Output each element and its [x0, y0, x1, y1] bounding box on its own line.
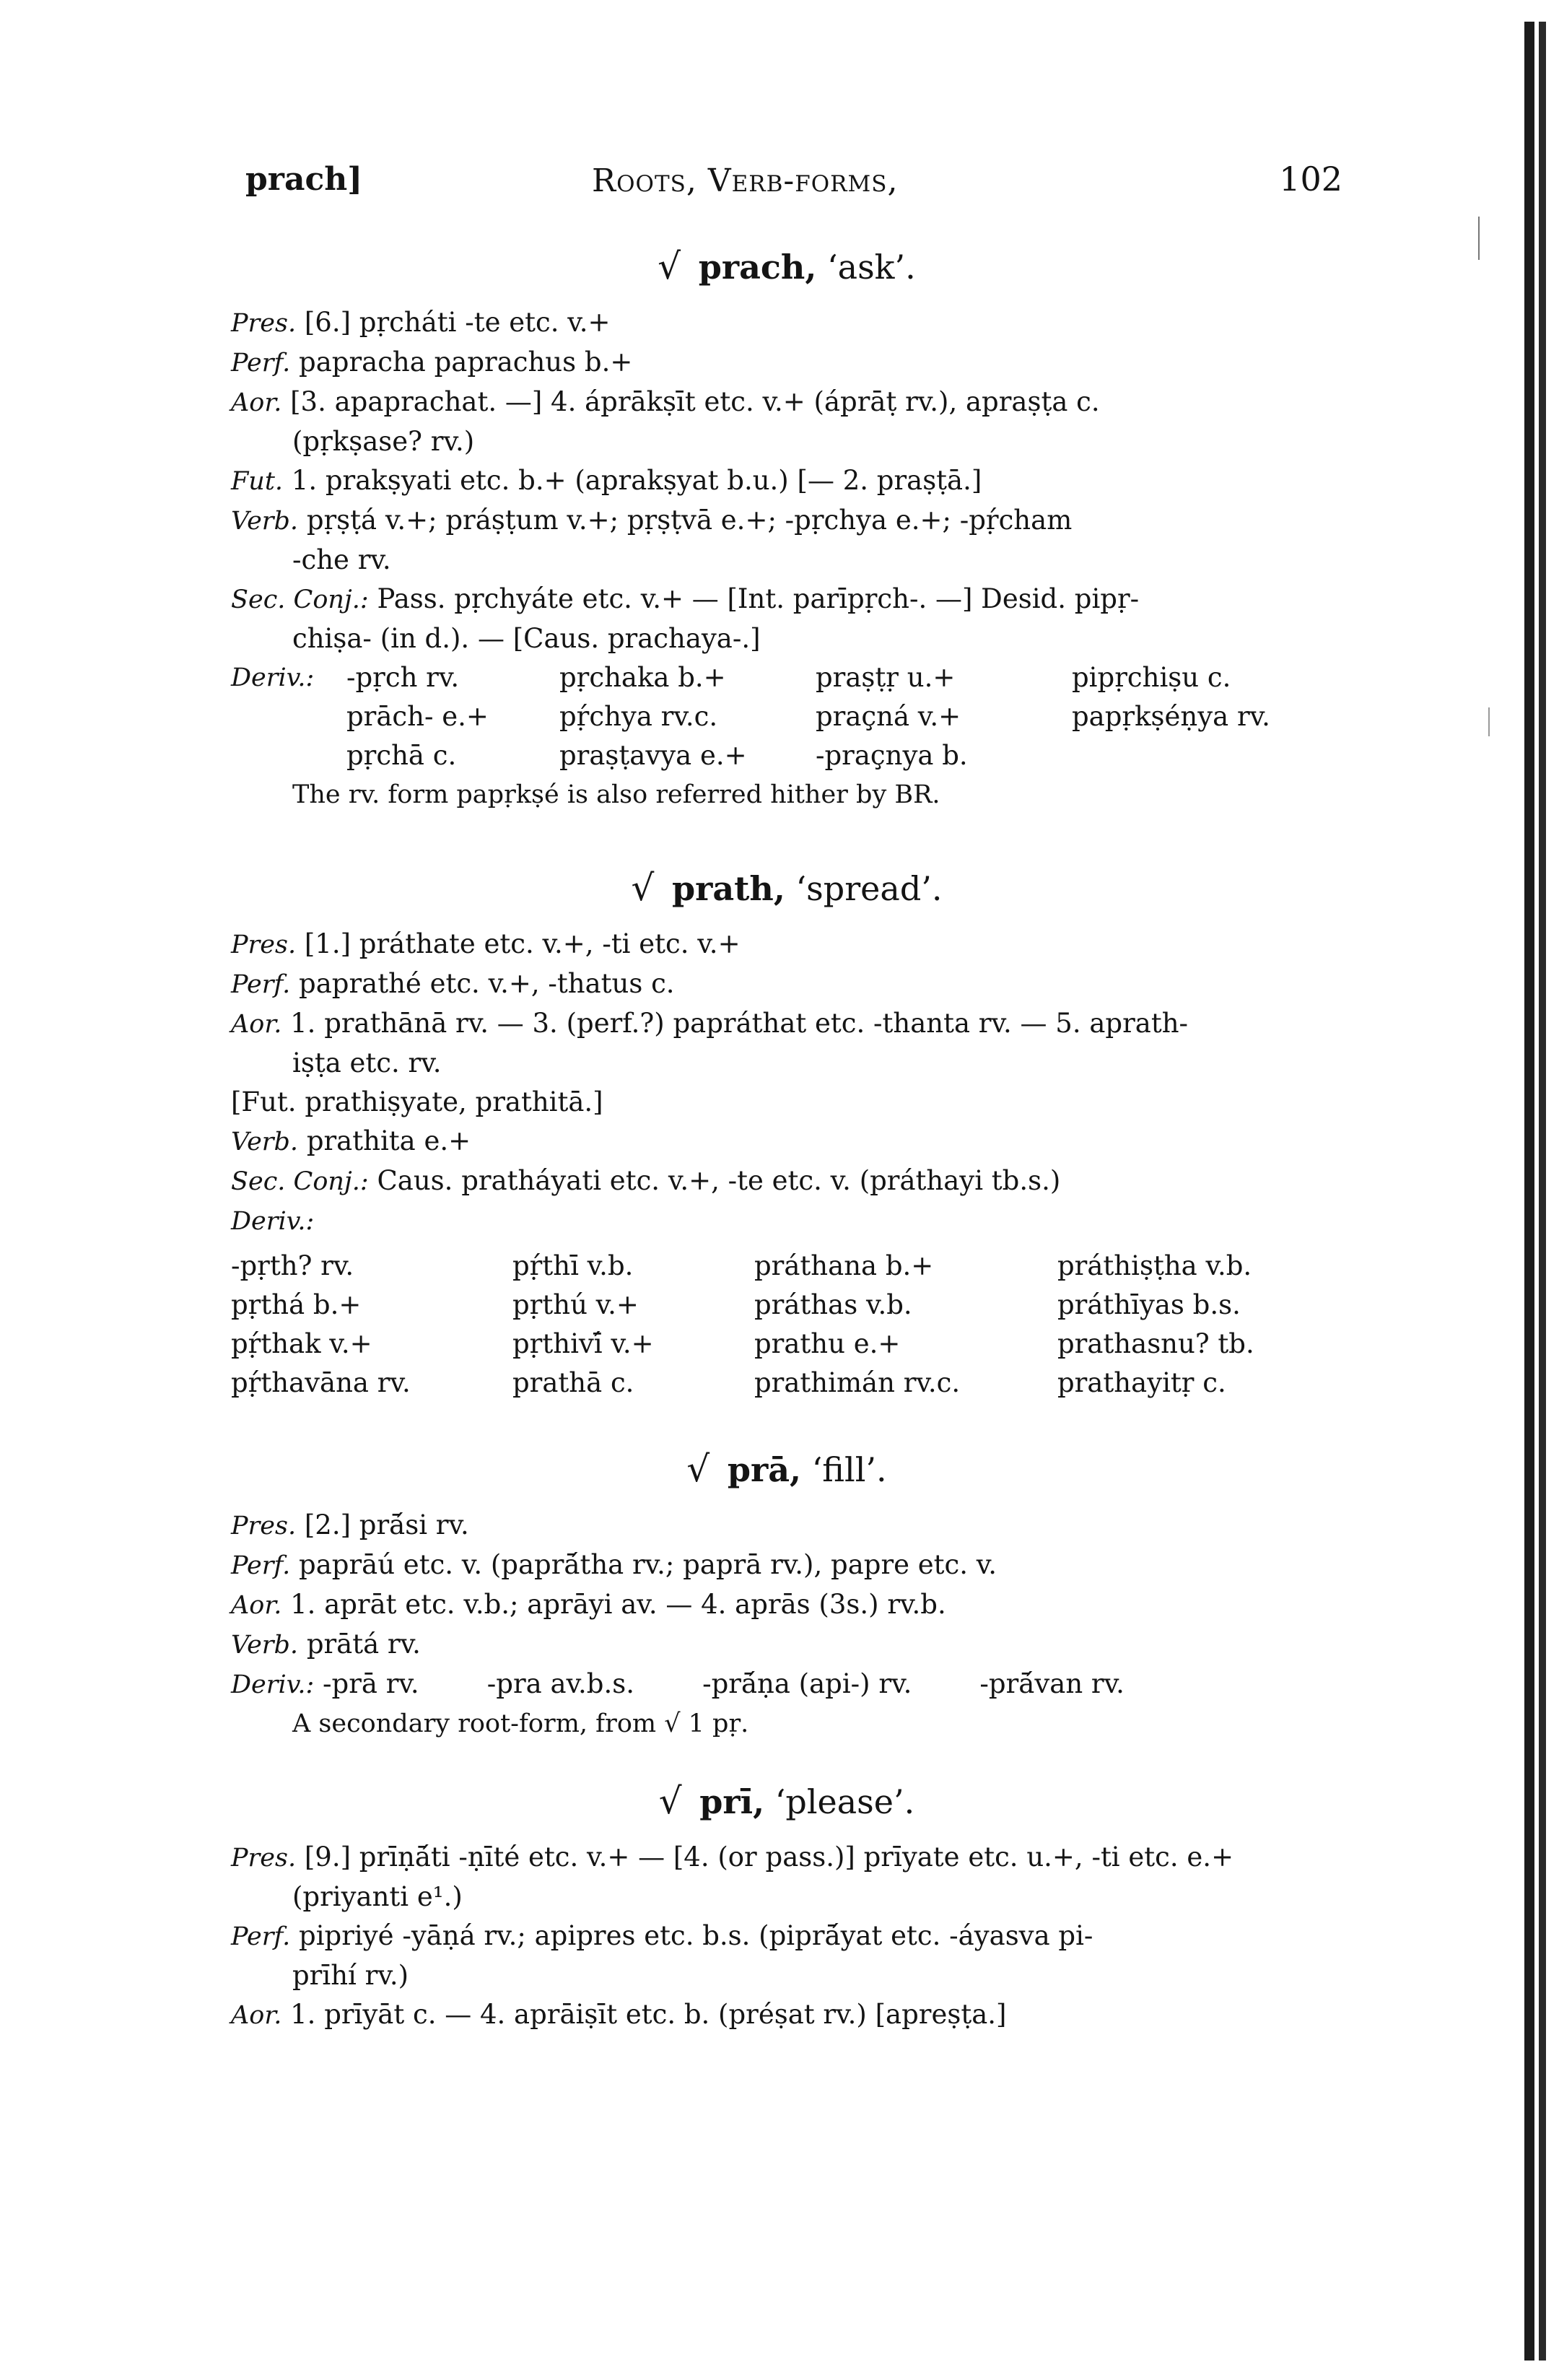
radical-sign: √ [658, 245, 681, 287]
deriv-item: práthana b.+ [754, 1250, 934, 1281]
entry-line [231, 1665, 1342, 1704]
deriv-item: prāch- e.+ [346, 701, 489, 732]
page [231, 155, 1342, 2035]
form-text: 1. prathānā rv. — 3. (perf.?) papráthat etc. -thanta rv. — 5. aprath- [290, 1008, 1189, 1039]
entry-line [231, 1506, 1342, 1546]
header-left: prach] [245, 161, 363, 198]
radical-sign: √ [658, 1780, 682, 1822]
form-label: Pres. [231, 1844, 297, 1873]
scan-edge-bar [1524, 22, 1534, 2361]
entry-line [231, 1161, 1342, 1201]
entry-pra [231, 1446, 1342, 1743]
entry-prath [231, 865, 1342, 1403]
entry-line [231, 964, 1342, 1004]
form-label: Aor. [231, 2001, 282, 2030]
root-heading [231, 1446, 1342, 1493]
form-text: -che rv. [292, 544, 391, 575]
form-label: Pres. [231, 1512, 297, 1540]
root-word: prā, [727, 1450, 802, 1489]
entry-line [231, 1878, 1342, 1917]
entry-line [231, 1838, 1342, 1878]
deriv-item: -pṛch rv. [346, 662, 460, 693]
form-text: [1.] práthate etc. v.+, -ti etc. v.+ [304, 928, 741, 959]
deriv-item: prathā c. [512, 1367, 634, 1398]
form-text: paprathé etc. v.+, -thatus c. [299, 968, 675, 999]
form-text: paprāú etc. v. (paprā́tha rv.; paprā rv.), papre etc. v. [299, 1549, 997, 1580]
scan-edge-bar-inner [1539, 22, 1546, 2361]
derivatives-table [231, 658, 1342, 775]
entry-line [231, 422, 1342, 461]
entry-line [231, 1004, 1342, 1044]
root-heading [231, 865, 1342, 912]
form-label: Sec. Conj.: [231, 1167, 369, 1196]
entry-line [231, 1625, 1342, 1665]
entry-line [231, 461, 1342, 501]
form-label: Aor. [231, 1591, 282, 1620]
root-gloss: ‘spread’. [795, 869, 943, 908]
scan-mark [1488, 707, 1490, 736]
deriv-item: práthiṣṭha v.b. [1057, 1250, 1252, 1281]
deriv-item: prathasnu? tb. [1057, 1328, 1254, 1359]
form-text: pṛṣṭá v.+; práṣṭum v.+; pṛṣṭvā e.+; -pṛchya e.+; -pṛ́cham [306, 505, 1073, 536]
form-text: Caus. pratháyati etc. v.+, -te etc. v. (práthayi tb.s.) [377, 1165, 1061, 1196]
root-gloss: ‘fill’. [811, 1450, 887, 1489]
deriv-item: prathayitṛ c. [1057, 1367, 1226, 1398]
root-word: prach, [698, 248, 817, 287]
root-word: prī, [699, 1782, 765, 1821]
form-text: Pass. pṛchyáte etc. v.+ — [Int. parīpṛch-. —] Desid. pipṛ- [377, 583, 1140, 614]
form-text: pipriyé -yāṇá rv.; apipres etc. b.s. (piprā́yat etc. -áyasva pi- [299, 1920, 1093, 1951]
entry-line [231, 541, 1342, 580]
deriv-item: pṛchaka b.+ [559, 662, 726, 693]
form-label: Pres. [231, 930, 297, 959]
deriv-item: pipṛchiṣu c. [1072, 662, 1231, 693]
header-title: Roots, Verb-forms, [592, 162, 899, 199]
form-text: [2.] prā́si rv. [304, 1509, 469, 1540]
entry-line [231, 1044, 1342, 1083]
entry-prach [231, 243, 1342, 814]
deriv-item: pṛthá b.+ [231, 1289, 362, 1320]
entry-line [231, 501, 1342, 541]
form-text: prīhí rv.) [292, 1960, 409, 1991]
root-heading [231, 243, 1342, 290]
root-gloss: ‘please’. [774, 1782, 915, 1821]
form-text: (pṛkṣase? rv.) [292, 426, 475, 457]
form-label: Sec. Conj.: [231, 585, 369, 614]
entry-line [231, 1122, 1342, 1161]
deriv-item: pṛ́thak v.+ [231, 1328, 372, 1359]
root-word: prath, [671, 869, 785, 908]
form-label: Perf. [231, 970, 291, 999]
deriv-item: prathu e.+ [754, 1328, 901, 1359]
entry-line [231, 303, 1342, 343]
deriv-item: papṛkṣéṇya rv. [1072, 701, 1270, 732]
entry-line [231, 619, 1342, 658]
deriv-item: práthīyas b.s. [1057, 1289, 1241, 1320]
form-text: -prā rv. -pra av.b.s. -prā́ṇa (api-) rv. -prā́van rv. [323, 1668, 1125, 1699]
running-head [231, 155, 1342, 206]
form-text: [Fut. prathiṣyate, prathitā.] [231, 1086, 603, 1117]
entry-note [231, 1704, 1342, 1743]
form-text: chiṣa- (in d.). — [Caus. prachaya-.] [292, 623, 761, 654]
form-label: Perf. [231, 1922, 291, 1951]
derivatives-table [231, 1247, 1342, 1403]
entry-pri [231, 1778, 1342, 2035]
entry-line [231, 1956, 1342, 1995]
form-label: Aor. [231, 1010, 282, 1039]
form-label: Perf. [231, 349, 291, 378]
deriv-label: Deriv.: [231, 1207, 315, 1236]
page-number: 102 [1279, 160, 1342, 199]
deriv-item: praṣṭṛ u.+ [816, 662, 956, 693]
scan-border [1472, 0, 1559, 2380]
entry-line [231, 343, 1342, 383]
form-text: papracha paprachus b.+ [299, 346, 633, 378]
deriv-item: praçná v.+ [816, 701, 961, 732]
entry-line [231, 1917, 1342, 1956]
form-text: [9.] prīṇā́ti -ṇīté etc. v.+ — [4. (or pass.)] prīyate etc. u.+, -ti etc. e.+ [304, 1841, 1234, 1873]
deriv-item: pṛthivī́ v.+ [512, 1328, 654, 1359]
deriv-item: pṛthú v.+ [512, 1289, 639, 1320]
deriv-item: pṛchā c. [346, 740, 457, 771]
form-label: Verb. [231, 507, 299, 536]
form-label: Deriv.: [231, 1670, 315, 1699]
deriv-item: -pṛth? rv. [231, 1250, 354, 1281]
deriv-item: pṛ́chya rv.c. [559, 701, 718, 732]
entry-line [231, 1995, 1342, 2035]
entry-line [231, 1201, 1342, 1241]
form-text: 1. prakṣyati etc. b.+ (aprakṣyat b.u.) [— 2. praṣṭā.] [291, 465, 982, 496]
deriv-item: -praçnya b. [816, 740, 968, 771]
form-label: Pres. [231, 309, 297, 338]
deriv-item: praṣṭavya e.+ [559, 740, 747, 771]
deriv-item: pṛ́thavāna rv. [231, 1367, 411, 1398]
form-label: Verb. [231, 1128, 299, 1156]
form-text: 1. aprāt etc. v.b.; aprāyi av. — 4. aprās (3s.) rv.b. [290, 1589, 946, 1620]
form-text: [3. apaprachat. —] 4. áprākṣīt etc. v.+ (áprāṭ rv.), apraṣṭa c. [290, 386, 1100, 417]
form-label: Verb. [231, 1631, 299, 1660]
form-text: (priyanti e¹.) [292, 1881, 463, 1912]
form-text: [6.] pṛcháti -te etc. v.+ [304, 307, 611, 338]
deriv-item: práthas v.b. [754, 1289, 912, 1320]
entry-line [231, 383, 1342, 422]
form-text: prātá rv. [306, 1629, 421, 1660]
entry-note: The rv. form papṛkṣé is also referred hither by BR. [292, 780, 940, 809]
root-gloss: ‘ask’. [827, 248, 916, 287]
entry-line [231, 1083, 1342, 1122]
form-label: Aor. [231, 388, 282, 417]
scan-mark [1478, 217, 1480, 260]
form-label: Perf. [231, 1551, 291, 1580]
deriv-label: Deriv.: [231, 663, 315, 692]
form-text: prathita e.+ [306, 1125, 471, 1156]
entry-line [231, 1546, 1342, 1585]
entry-line [231, 1585, 1342, 1625]
form-text: iṣṭa etc. rv. [292, 1047, 442, 1078]
form-text: A secondary root-form, from √ 1 pṛ. [292, 1709, 749, 1738]
form-label: Fut. [231, 467, 284, 496]
root-heading [231, 1778, 1342, 1825]
entry-line [231, 580, 1342, 619]
form-text: 1. prīyāt c. — 4. aprāiṣīt etc. b. (préṣat rv.) [apreṣṭa.] [290, 1999, 1007, 2030]
deriv-item: pṛ́thī v.b. [512, 1250, 634, 1281]
deriv-item: prathimán rv.c. [754, 1367, 961, 1398]
radical-sign: √ [631, 867, 655, 909]
entry-line [231, 925, 1342, 964]
radical-sign: √ [686, 1448, 710, 1490]
